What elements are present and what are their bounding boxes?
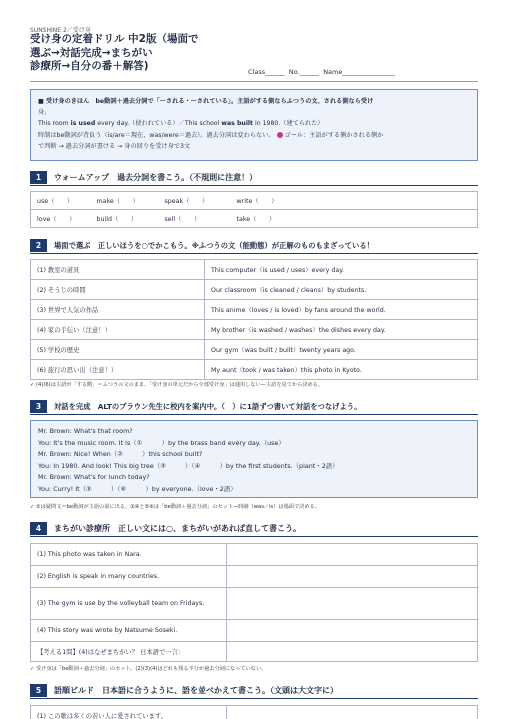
section-title: まちがい診療所 正しい文には○、まちがいがあれば直して書こう。 [54, 524, 301, 533]
info-line-4: で判断 → 過去分詞が書ける → 身の回りを受け身で3文 [38, 142, 191, 150]
class-field[interactable]: Class______ [248, 68, 285, 76]
table-row [31, 620, 478, 642]
dialog-line[interactable]: You: In 1980. And look! This big tree（③ ）（④ ）by the first students.（plant・2語） [38, 461, 339, 470]
unit-label: SUNSHINE 2／受け身 [30, 27, 91, 34]
section-4-heading [30, 521, 478, 537]
correction-sentence: (3) The gym is use by the volleyball team on Fridays. [31, 588, 227, 620]
table-row [31, 320, 478, 340]
dialog-line: Mr. Brown: What's for lunch today? [38, 473, 150, 482]
table-row [31, 360, 478, 380]
section-title: 語順ビルド 日本語に合うように、語を並べかえて書こう。（文頭は大文字に） [54, 686, 338, 695]
student-info [248, 68, 394, 76]
section-2-note: ✓ (4)(6)は主語が「する側」＝ふつうの文のまま。「受け身の単元だから全部受け身」は通用しない—主語を見てから決める。 [30, 382, 324, 388]
section-2-heading [30, 238, 478, 254]
answer-cell[interactable] [227, 706, 478, 719]
section-3-note: ✓ ②は疑問文＝be動詞が主語の前に出る。③④と⑤⑥は「be動詞＋過去分詞」のセット—時制（was／is）は場面で決める。 [30, 504, 320, 510]
choice-sentence[interactable]: My brother（is washed / washes）the dishes every day. [205, 320, 478, 340]
answer-cell[interactable] [227, 544, 478, 566]
header-divider [30, 81, 478, 82]
number-field[interactable]: No.______ [288, 68, 320, 76]
warmup-item-love[interactable]: love（ ） [31, 210, 91, 228]
warmup-item-make[interactable]: make（ ） [91, 192, 159, 210]
table-row [31, 544, 478, 566]
correction-sentence: (2) English is speak in many countries. [31, 566, 227, 588]
section-number: 5 [30, 684, 47, 697]
warmup-item-use[interactable]: use（ ） [31, 192, 91, 210]
answer-cell[interactable] [227, 588, 478, 620]
table-row [31, 192, 478, 210]
answer-cell[interactable] [227, 642, 478, 662]
section-3-heading [30, 399, 478, 415]
section-5-heading [30, 683, 478, 699]
word-order-prompt: (1) この歌は多くの若い人に愛されています。 [31, 706, 227, 719]
choice-sentence[interactable]: My aunt（took / was taken）this photo in Kyoto. [205, 360, 478, 380]
section-title: 対話を完成 ALTのブラウン先生に校内を案内中。（ ）に1語ずつ書いて対話をつなげよう。 [54, 401, 362, 411]
scene-label: (2) そうじの時間 [31, 280, 205, 300]
grammar-info-box [30, 89, 478, 161]
choice-table [30, 259, 478, 380]
section-title: ウォームアップ 過去分詞を書こう。（不規則に注意！） [54, 173, 258, 182]
choice-sentence[interactable]: This anime（loves / is loved）by fans around the world. [205, 300, 478, 320]
table-row [31, 210, 478, 228]
correction-table [30, 543, 478, 662]
section-title: 場面で選ぶ 正しいほうを○でかこもう。※ふつうの文（能動態）が正解のものもまざっている！ [54, 240, 374, 250]
table-row [31, 340, 478, 360]
dialog-line[interactable]: Mr. Brown: Nice! When（② ）this school built? [38, 450, 203, 459]
choice-sentence[interactable]: Our classroom（is cleaned / cleans）by students. [205, 280, 478, 300]
answer-cell[interactable] [227, 620, 478, 642]
answer-cell[interactable] [227, 566, 478, 588]
dialog-line[interactable]: You: It's the music room. It is（① ）by the brass band every day.（use） [38, 438, 285, 447]
page-title [30, 33, 260, 74]
table-row [31, 280, 478, 300]
table-row [31, 588, 478, 620]
choice-sentence[interactable]: Our gym（was built / built）twenty years ago. [205, 340, 478, 360]
table-row [31, 642, 478, 662]
section-number: 3 [30, 400, 47, 413]
title-line-2: 選ぶ→対話完成→まちがい [30, 46, 153, 59]
warmup-item-build[interactable]: build（ ） [91, 210, 159, 228]
goal-icon [277, 132, 283, 138]
dialog-box [30, 420, 478, 498]
table-row [31, 260, 478, 280]
scene-label: (4) 家の手伝い（注意！） [31, 320, 205, 340]
info-line-2: This room is used every day.（使われている）／This school was built in 1980.（建てられた） [38, 120, 324, 128]
correction-sentence: (1) This photo was taken in Nara. [31, 544, 227, 566]
correction-sentence: (4) This story was wrote by Natsume Soseki. [31, 620, 227, 642]
warmup-item-take[interactable]: take（ ） [231, 210, 478, 228]
table-row [31, 300, 478, 320]
section-1-heading [30, 170, 478, 186]
warmup-table [30, 191, 478, 228]
dialog-line: Mr. Brown: What's that room? [38, 427, 133, 435]
info-line-3: 時制はbe動詞が背負う（is/are＝現在，was/were＝過去）。過去分詞は変わらない。 ゴール：主語がする側かされる側か [38, 131, 384, 139]
dialog-line[interactable]: You: Curry! It（⑤ ）（⑥ ）by everyone.（love・2語） [38, 484, 237, 493]
scene-label: (1) 教室の道具 [31, 260, 205, 280]
scene-label: (3) 世界で人気の作品 [31, 300, 205, 320]
info-line-1: ■ 受け身のきほん be動詞＋過去分詞で「〜される・〜されている」。主語がする側ならふつうの文、される側なら受け [38, 98, 374, 105]
section-4-note: ✓ 受け身は「be動詞＋過去分詞」のセット。(2)(3)(4)はどれも残る半分が過去分詞になっていない。 [30, 666, 267, 672]
section-number: 1 [30, 171, 47, 184]
word-order-table [30, 705, 478, 719]
scene-label: (6) 旅行の思い出（注意！） [31, 360, 205, 380]
section-number: 4 [30, 522, 47, 535]
warmup-item-write[interactable]: write（ ） [231, 192, 478, 210]
table-row [31, 706, 478, 719]
table-row [31, 566, 478, 588]
section-number: 2 [30, 239, 47, 252]
name-field[interactable]: Name________________ [323, 68, 395, 76]
thinking-question: 【考える1問】(4)はなぜまちがい？ 日本語で一言： [31, 642, 227, 662]
scene-label: (5) 学校の歴史 [31, 340, 205, 360]
title-line-1: 受け身の定着ドリル 中2版（場面で [30, 33, 199, 45]
warmup-item-speak[interactable]: speak（ ） [159, 192, 231, 210]
title-line-3: 診療所→自分の番＋解答) [30, 60, 149, 72]
info-line-1b: 身。 [38, 109, 51, 117]
choice-sentence[interactable]: This computer（is used / uses）every day. [205, 260, 478, 280]
warmup-item-sell[interactable]: sell（ ） [159, 210, 231, 228]
